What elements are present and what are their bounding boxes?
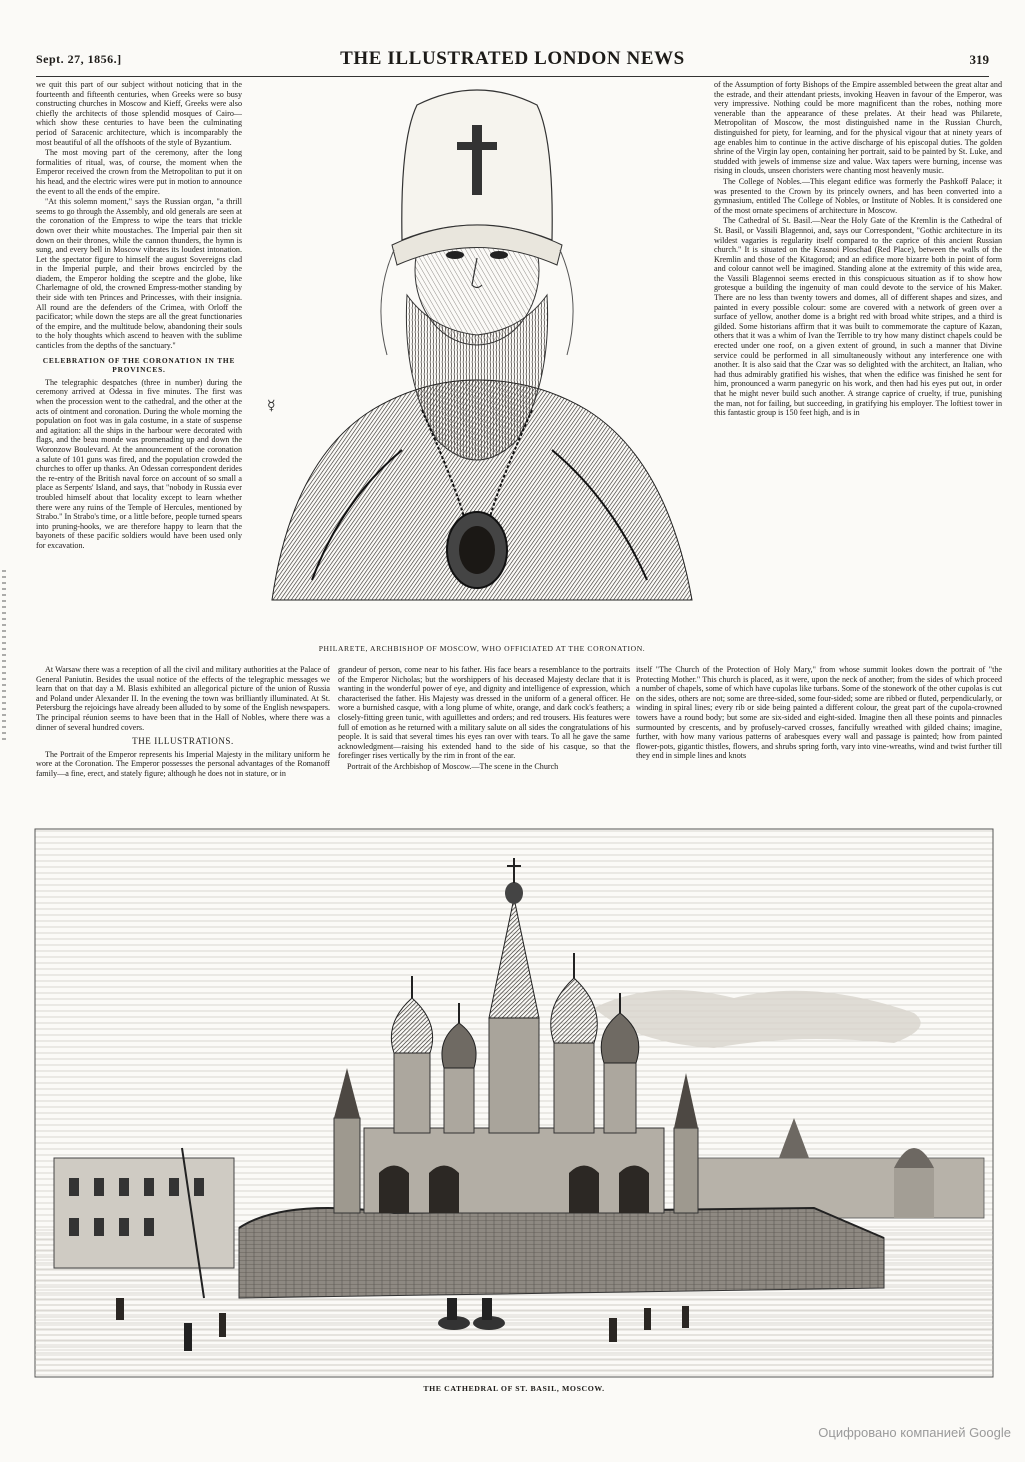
portrait-caption: PHILARETE, ARCHBISHOP OF MOSCOW, WHO OFFICIATED AT THE CORONATION. xyxy=(318,644,646,653)
paragraph: The Cathedral of St. Basil.—Near the Holy Gate of the Kremlin is the Cathedral of St. Basil, or Vassili Blagennoi, and, says our Correspondent, "Gothic architecture in its wildest vagaries is regularity itself compared to the caprice of this ancient Russian church." It is situated on the Krasnoi Ploschad (Red Place), between the walls of the Kremlin and those of the Kitagorod; and an edifice more bizarre both in point of form and colour cannot well be imagined. Standing alone at the extremity of this wide area, the Vassili Blagennoi seems erected in this conspicuous situation as if to show how grotesque a building the ingenuity of man could devote to the service of his Maker. There are no less than twenty towers and domes, all of different shapes and sizes, and painted in every possible colour: some are covered with a network of green over a surface of yellow, another dome is a bright red with broad white stripes, and a third is gilded. Some historians affirm that it was built to commemorate the capture of Kazan, others that it was a whim of Ivan the Terrible to try how many distinct chapels could be erected under one roof, on a given extent of ground, in such a manner that Divine service could be performed in all simultaneously without any interference one with another. It is also said that the Czar was so delighted with the architect, an Italian, who had thus admirably gratified his wishes, that when the edifice was finished he sent for him, pronounced a warm panegyric on his work, and then had his eyes put out, in order that he might never build such another. A strange caprice of cruelty, if true, punishing the man, not for failing, but succeeding, in gratifying his employer. The loftiest tower in this fantastic group is 150 feet high, and is in xyxy=(714,216,1002,418)
portrait-drawing xyxy=(252,80,702,628)
newspaper-title: THE ILLUSTRATED LONDON NEWS xyxy=(340,48,685,69)
digitization-watermark: Оцифровано компанией Google xyxy=(818,1425,1011,1440)
issue-date: Sept. 27, 1856.] xyxy=(36,52,122,66)
cathedral-drawing xyxy=(34,828,994,1378)
cathedral-caption: THE CATHEDRAL OF ST. BASIL, MOSCOW. xyxy=(423,1384,605,1393)
binding-margin-marks xyxy=(2,570,6,740)
paragraph: The most moving part of the ceremony, after the long formalities of ritual, was, of course, the moment when the Emperor received the crown from the Metropolitan to put it on his head, and the electric wires were put in motion to announce the event to all the ends of the empire. xyxy=(36,148,242,196)
section-heading: CELEBRATION OF THE CORONATION IN THE PROVINCES. xyxy=(42,355,236,375)
bottom-left-column xyxy=(36,665,330,825)
masthead xyxy=(36,46,989,74)
paragraph: The College of Nobles.—This elegant edifice was formerly the Pashkoff Palace; it was presented to the Crown by its princely owners, and has been converted into a gymnasium, entitled The College of Nobles, or Institute of Nobles. It is considered one of the most ornate specimens of architecture in Moscow. xyxy=(714,176,1002,215)
paragraph: of the Assumption of forty Bishops of the Empire assembled between the great altar and the estrade, and their attendant priests, invoking Heaven in favour of the Emperor, was very impressive. Nothing could be more magnificent than the robes, nothing more venerable than the appearance of these prelates. At their head was Philarete, Metropolitan of Moscow, the most distinguished name in the Russian Church, distinguished for piety, for learning, and for the physical vigour that at ninety years of age enables him to continue in the active discharge of his episcopal duties. The golden shrine of the Virgin lay open, containing her portrait, said to be painted by St. Luke, and studded with jewels of immense size and value. Wax tapers were burning, incense was rising in clouds, unseen choristers were chanting most heavenly music. xyxy=(714,80,1002,176)
bottom-right-column xyxy=(636,665,1002,825)
right-column xyxy=(714,80,1002,664)
paragraph: itself "The Church of the Protection of Holy Mary," from whose summit lookes down the portrait of "the Protecting Mother." This church is placed, as it were, upon the neck of another; from the sides of which proceed a number of chapels, some of which have cupolas like turbans. Some of the stonework of the other cupolas is cut on the sides, others are not; some are three-sided, some four-sided; some are ribbed or fluted, perpendicularly, or winding in spiral lines; every rib or side being painted a different colour, the great part of the cupola-crowned towers have a round body; but some are six-sided and eight-sided. Imagine then all these points and pinnacles surmounted by crescents, and by profusely-carved crosses, fancifully wreathed with gilded chains; imagine, further, with how many various patterns of arabesques every wall and passage is painted; how from painted flower-pots, gigantic thistles, flowers, and shrubs spring forth, vary into vine-wreaths, wind and twist further till they end in simple lines and knots xyxy=(636,665,1002,761)
paragraph: grandeur of person, come near to his father. His face bears a resemblance to the portraits of the Emperor Nicholas; but the worshippers of his deceased Majesty declare that it is wanting in the wonderful power of eye, and dignity and intelligence of expression, which characterised the father. His Majesty was dressed in the uniform of a general officer. He wore a burnished casque, with a long plume of white, orange, and dark cock's feathers; a closely-fitting green tunic, with aguillettes and orders; and red trousers. His features were full of emotion as he returned with a military salute on all sides the congratulations of his people. It is said that several times his eyes ran over with tears. To all he gave the same acknowledgment—raising his extended hand to the side of his casque, so that the forefinger rises vertically by the rim in front of the ear. xyxy=(338,665,630,761)
paragraph: The Portrait of the Emperor represents his Imperial Majesty in the military uniform he wore at the Coronation. The Emperor possesses the personal advantages of the Romanoff family—a fine, erect, and stately figure; although he does not in stature, or in xyxy=(36,749,330,778)
paragraph: Portrait of the Archbishop of Moscow.—The scene in the Church xyxy=(347,761,559,771)
paragraph: "At this solemn moment," says the Russian organ, "a thrill seems to go through the Assembly, and old generals are seen at the coronation of the Empress to wipe the tears that trickle down over their white moustaches. The Imperial pair then sit down on their thrones, while the cannon thunders, the hymn is sung, and every bell in Moscow vibrates its loudest intonation. Let the spectator figure to himself the august Sovereigns clad in the Imperial purple, and their brows encircled by the diadem, the Emperor holding the sceptre and the globe, like Charlemagne of old, the crowned Empress-mother standing by their side with ten Princes and Princesses, with their insignia. All round are the defenders of the Crimea, with Orloff the pacificator; while down the steps are all the great functionaries of the empire, and the multitude below, abandoning their souls to the holy thoughts which ascend to heaven with the sublime canticles from the depths of the sanctuary." xyxy=(36,197,242,351)
page-number: 319 xyxy=(969,52,989,67)
paragraph: we quit this part of our subject without noticing that in the fourteenth and fifteenth centuries, when Greeks were so busy constructing churches in Moscow and Kieff, Greeks were also chiefly the architects of those splendid mosques of Cairo—which show these centuries to have been the culminating period of Saracenic architecture, which is incomparably the most beautiful of all the offshoots of the style of Byzantium. xyxy=(36,80,242,147)
paragraph: At Warsaw there was a reception of all the civil and military authorities at the Palace of General Paniutin. Besides the usual notice of the effects of the telegraphic messages we learn that on that day a M. Blasis exhibited an allegorical picture of the union of Russia and Poland under Alexander II. In the evening the town was brilliantly illuminated. At St. Petersburg the rejoicings have already been alluded to by some of the English newspapers. The principal réunion seems to have been that in the Hall of Nobles, where there was a dinner of several hundred covers. xyxy=(36,665,330,732)
archbishop-portrait-engraving xyxy=(252,80,702,628)
left-column xyxy=(36,80,242,664)
bottom-middle-column xyxy=(338,665,630,825)
masthead-rule xyxy=(36,76,989,77)
svg-text:☿: ☿ xyxy=(267,398,276,414)
section-heading: THE ILLUSTRATIONS. xyxy=(132,736,234,747)
paragraph: The telegraphic despatches (three in number) during the ceremony arrived at Odessa in five minutes. The first was when the procession went to the cathedral, and the other at the acts of ointment and coronation. During the whole morning the population on foot was in gala costume, in a state of suspense and agitation: all the ships in the harbour were decorated with flags, and the beau monde was promenading up and down the Woronzow Boulevard. At the announcement of the coronation a salute of 101 guns was fired, and the population crowded the churches to offer up thanks. An Odessan correspondent derides the re-entry of the British naval force on account of so small a place as Serpents' Island, and says, that "nobody in Russia ever troubled himself about that locality except to learn whether there were any ruins of the Temple of Hercules, mentioned by Strabo." In Strabo's time, or a little before, people turned spears into pruning-hooks, we are therefore happy to learn that the bayonets of these pacific soldiers would have been used only for excavation. xyxy=(36,377,242,550)
cathedral-engraving xyxy=(34,828,994,1378)
